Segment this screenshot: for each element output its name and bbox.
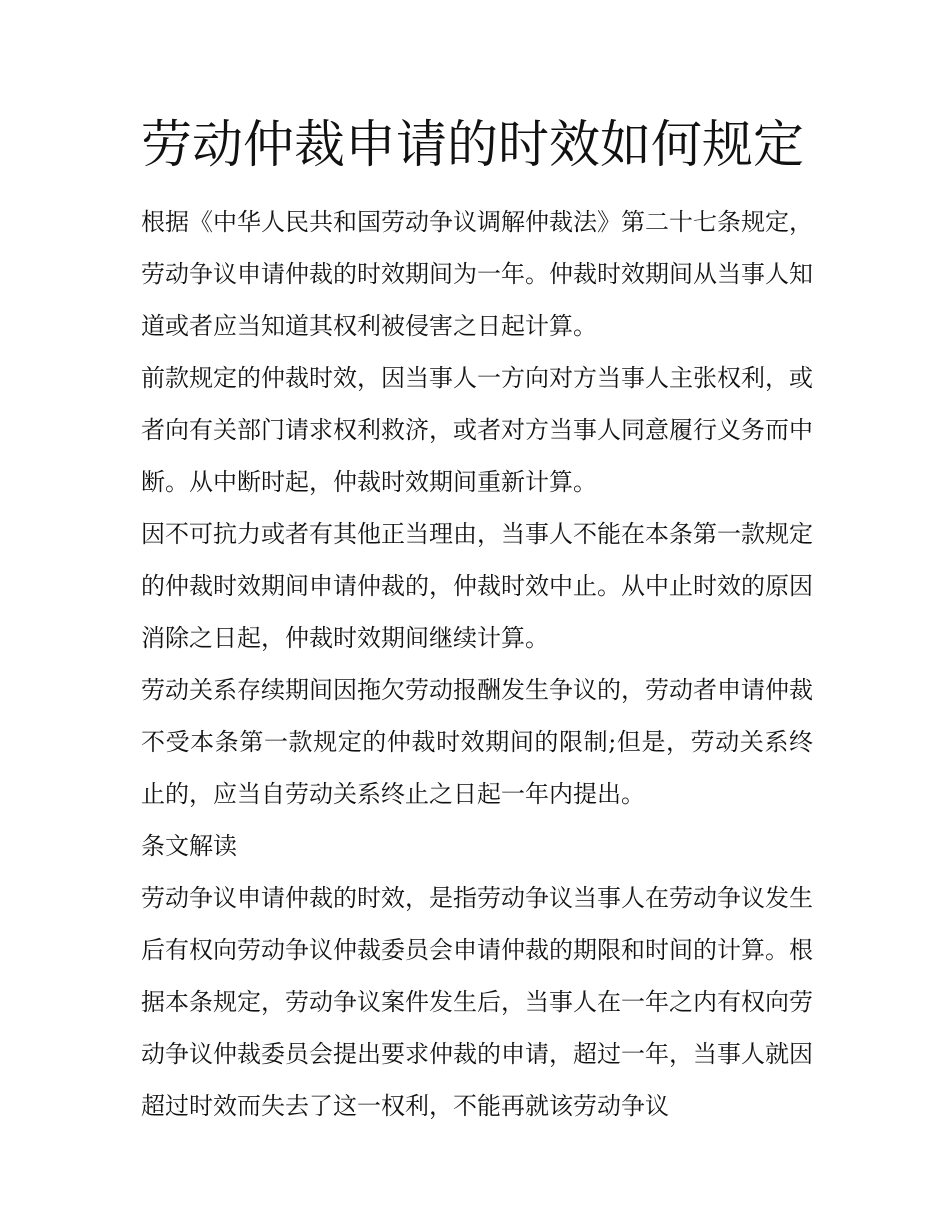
paragraph-interpretation: 劳动争议申请仲裁的时效，是指劳动争议当事人在劳动争议发生后有权向劳动争议仲裁委员会申请仲裁的期限和时间的计算。根据本条规定，劳动争议案件发生后，当事人在一年之内有权向劳动争议仲裁委员会提出要求仲裁的申请，超过一年，当事人就因超过时效而失去了这一权利，不能再就该劳动争议 [141,884,813,1120]
paragraph-suspension: 因不可抗力或者有其他正当理由，当事人不能在本条第一款规定的仲裁时效期间申请仲裁的，仲裁时效中止。从中止时效的原因消除之日起，仲裁时效期间继续计算。 [141,520,813,652]
paragraph-article-27: 根据《中华人民共和国劳动争议调解仲裁法》第二十七条规定，劳动争议申请仲裁的时效期间为一年。仲裁时效期间从当事人知道或者应当知道其权利被侵害之日起计算。 [141,208,813,340]
document-title: 劳动仲裁申请的时效如何规定 [141,116,805,175]
paragraph-wage-arrears: 劳动关系存续期间因拖欠劳动报酬发生争议的，劳动者申请仲裁不受本条第一款规定的仲裁时效期间的限制;但是，劳动关系终止的，应当自劳动关系终止之日起一年内提出。 [141,676,813,808]
paragraph-interruption: 前款规定的仲裁时效，因当事人一方向对方当事人主张权利，或者向有关部门请求权利救济，或者对方当事人同意履行义务而中断。从中断时起，仲裁时效期间重新计算。 [141,364,813,496]
document-page [141,110,813,1132]
section-heading-interpretation: 条文解读 [141,832,237,860]
